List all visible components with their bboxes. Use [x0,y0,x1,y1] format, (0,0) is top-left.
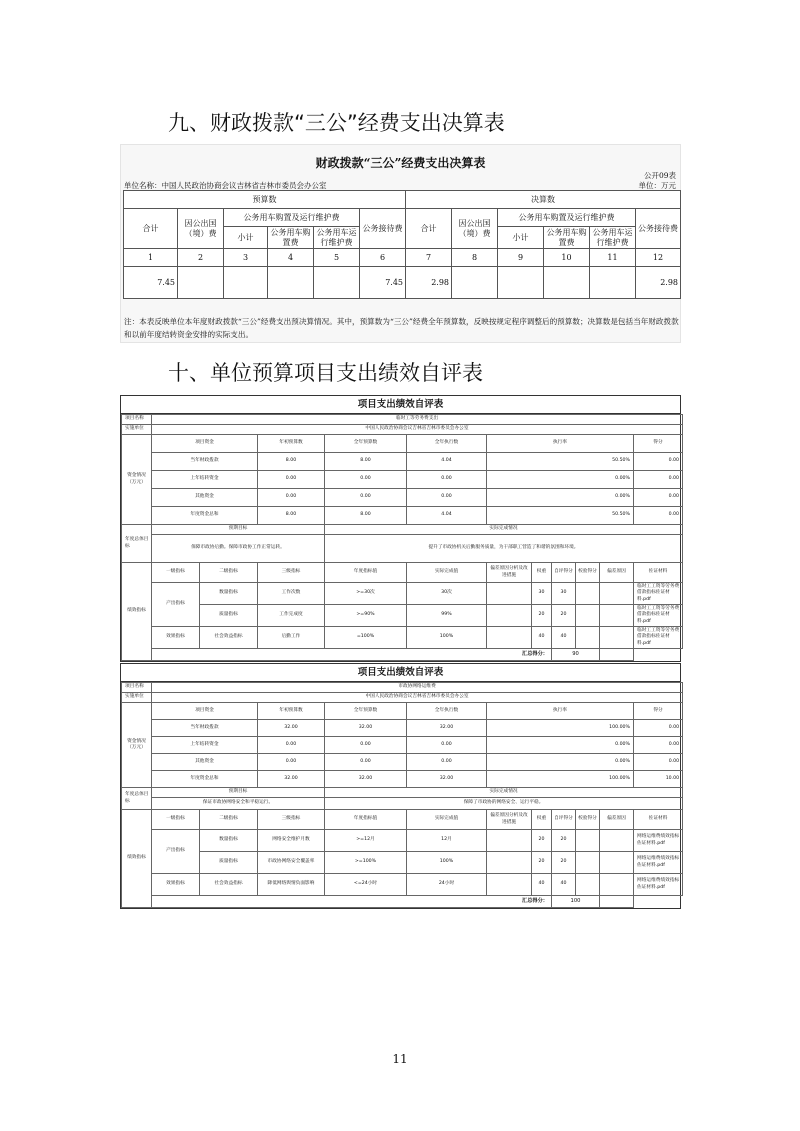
funds-label: 资金情况（万元） [122,703,152,788]
funds-cell: 0.00 [325,489,407,507]
ind-header: 自评得分 [552,563,576,583]
funds-cell: 0.00 [407,737,487,754]
funds-row-label: 年度资金总和 [152,771,258,788]
ind-cell [576,874,600,896]
perf-title: 项目支出绩效自评表 [121,664,680,682]
value-cell [452,267,498,299]
value-cell: 7.45 [124,267,178,299]
funds-label: 资金情况（万元） [122,435,152,525]
ind-cell: 40 [532,627,552,649]
ind-cell: 网络安全维护月数 [258,830,325,852]
funds-cell: 0.00 [325,471,407,489]
col-total: 合计 [406,209,452,249]
funds-cell: 4.04 [407,507,487,525]
value-cell [224,267,268,299]
funds-row-label: 当年财政拨款 [152,453,258,471]
project-name: 市政协网络运维费 [152,683,683,693]
ind-cell: 24小时 [407,874,487,896]
indicators-label: 绩效指标 [122,563,152,661]
col-abroad: 因公出国（境）费 [452,209,498,249]
ind-cell: 数量指标 [200,583,258,605]
funds-cell: 8.00 [325,453,407,471]
ind-cell [600,874,634,896]
funds-cell: 0.00 [258,489,325,507]
funds-cell: 0.00 [634,754,683,771]
funds-header: 年初预算数 [258,435,325,453]
funds-cell: 0.00 [407,754,487,771]
ind-cell: 20 [552,605,576,627]
funds-cell: 100.00% [487,771,634,788]
funds-header: 得分 [634,435,683,453]
ind-header: 实际完成值 [407,563,487,583]
ind-header: 一级指标 [152,563,200,583]
expected-goal: 保证市政协网络安全和平稳运行。 [152,798,325,810]
ind-cell: 30次 [407,583,487,605]
funds-cell: 0.00 [634,720,683,737]
ind-header: 权重 [532,563,552,583]
ind-cell [487,627,532,649]
ind-cell: 社会效益指标 [200,874,258,896]
funds-cell: 0.00 [258,737,325,754]
ind-cell: 40 [532,874,552,896]
ind-cell: 工作次数 [258,583,325,605]
funds-cell: 50.50% [487,453,634,471]
funds-cell: 0.00 [634,737,683,754]
project-name: 临时工等劳务费支出 [152,415,683,425]
ind-cell: >=90% [325,605,407,627]
ind-cell [576,830,600,852]
col-abroad: 因公出国（境）费 [178,209,224,249]
project-name-label: 项目名称 [122,415,152,425]
ind-header: 佐证材料 [634,563,683,583]
ind-header: 偏差原因 [600,563,634,583]
funds-header: 全年预算数 [325,703,407,720]
ind-cell: 数量指标 [200,830,258,852]
actual-goal-header: 实际完成情况 [325,525,683,535]
total-blank [634,896,683,908]
index-cell: 9 [498,249,544,267]
funds-cell: 0.00% [487,489,634,507]
effect-label: 效果指标 [152,627,200,649]
ind-cell: 20 [532,830,552,852]
perf-table-2 [120,663,681,909]
funds-cell: 0.00 [634,489,683,507]
ind-header: 偏差原因分析及改进措施 [487,563,532,583]
unit-value: 中国人民政治协商会议吉林省吉林市委员会办公室 [152,693,683,703]
unit-label: 实施单位 [122,425,152,435]
index-cell: 2 [178,249,224,267]
funds-header: 全年执行数 [407,435,487,453]
col-vehicle-group: 公务用车购置及运行维护费 [498,209,636,227]
ind-cell: 99% [407,605,487,627]
ind-evidence: 网络运维费绩效指标佐证材料.pdf [634,852,683,874]
index-cell: 7 [406,249,452,267]
funds-header: 全年预算数 [325,435,407,453]
funds-cell: 0.00 [634,507,683,525]
ind-cell [600,583,634,605]
funds-cell: 32.00 [325,771,407,788]
indicators-label: 绩效指标 [122,810,152,908]
ind-cell: 质量指标 [200,852,258,874]
ind-header: 二级指标 [200,810,258,830]
index-cell: 6 [360,249,406,267]
value-cell [498,267,544,299]
form-code: 公开09表 [643,171,676,180]
funds-cell: 0.00% [487,471,634,489]
funds-cell: 0.00 [258,754,325,771]
actual-goal: 提升了市政协机关后勤服务质量，为干部职工营造了和谐的氛围和环境。 [325,535,683,563]
ind-cell [600,852,634,874]
ind-header: 校验得分 [576,563,600,583]
ind-header: 偏差原因分析及改进措施 [487,810,532,830]
effect-label: 效果指标 [152,874,200,896]
ind-header: 一级指标 [152,810,200,830]
value-cell [268,267,314,299]
expected-goal-header: 预期目标 [152,525,325,535]
index-cell: 10 [544,249,590,267]
funds-cell: 100.00% [487,720,634,737]
col-vehicle-group: 公务用车购置及运行维护费 [224,209,360,227]
total-score: 90 [552,649,600,661]
ind-cell: <=24小时 [325,874,407,896]
col-vehicle-purchase: 公务用车购置费 [268,227,314,249]
ind-cell: 20 [532,605,552,627]
sangong-table [123,190,681,299]
funds-cell: 0.00% [487,737,634,754]
section9-heading: 九、财政拨款“三公”经费支出决算表 [168,111,505,135]
funds-cell: 0.00 [634,471,683,489]
index-cell: 11 [590,249,636,267]
section10-heading: 十、单位预算项目支出绩效自评表 [168,361,483,385]
funds-header: 年初预算数 [258,703,325,720]
table-note: 注：本表反映单位本年度财政拨款“三公”经费支出预决算情况。其中，预算数为“三公”经费全年预算数，反映按规定程序调整后的预算数；决算数是包括当年财政拨款和以前年度结转资金安排的实际支出。 [124,317,679,339]
unit-label: 实施单位 [122,693,152,703]
funds-cell: 32.00 [258,720,325,737]
funds-header: 项目资金 [152,703,258,720]
ind-header: 年度指标值 [325,810,407,830]
ind-header: 三级指标 [258,563,325,583]
ind-cell: 20 [552,830,576,852]
value-cell [178,267,224,299]
value-cell: 2.98 [406,267,452,299]
ind-cell [576,852,600,874]
sangong-table-title: 财政拨款“三公”经费支出决算表 [315,156,486,170]
unit-label: 单位：万元 [638,181,676,190]
total-blank [600,896,634,908]
ind-cell: 100% [407,627,487,649]
index-cell: 1 [124,249,178,267]
goal-label: 年度总体目标 [122,788,152,810]
ind-cell [487,583,532,605]
output-label: 产出指标 [152,830,200,874]
funds-cell: 32.00 [407,771,487,788]
perf-grid [121,414,683,661]
ind-cell [487,852,532,874]
funds-cell: 8.00 [258,507,325,525]
actual-goal-header: 实际完成情况 [325,788,683,798]
ind-cell: 20 [532,852,552,874]
ind-cell [576,605,600,627]
funds-cell: 0.00 [325,737,407,754]
index-cell: 3 [224,249,268,267]
funds-row-label: 年度资金总和 [152,507,258,525]
col-reception: 公务接待费 [360,209,406,249]
ind-evidence: 临时工工资等劳务费借款指标佐证材料.pdf [634,583,683,605]
goal-label: 年度总体目标 [122,525,152,563]
ind-evidence: 网络运维费绩效指标佐证材料.pdf [634,830,683,852]
index-cell: 4 [268,249,314,267]
funds-header: 项目资金 [152,435,258,453]
ind-cell: 质量指标 [200,605,258,627]
ind-cell: 工作完成度 [258,605,325,627]
unit-name: 单位名称：中国人民政治协商会议吉林省吉林市委员会办公室 [124,181,327,190]
project-name-label: 项目名称 [122,683,152,693]
funds-cell: 0.00 [258,471,325,489]
col-subtotal: 小计 [224,227,268,249]
funds-cell: 8.00 [258,453,325,471]
ind-header: 校验得分 [576,810,600,830]
ind-cell: 30 [552,583,576,605]
ind-header: 年度指标值 [325,563,407,583]
ind-evidence: 临时工工资等劳务费借款指标佐证材料.pdf [634,627,683,649]
value-cell [314,267,360,299]
ind-cell [487,830,532,852]
funds-row-label: 上年结转资金 [152,737,258,754]
index-cell: 12 [636,249,681,267]
funds-cell: 32.00 [325,720,407,737]
sangong-table-image [120,144,681,343]
ind-cell: 100% [407,852,487,874]
actual-goal: 保障了市政协的网络安全、运行平稳。 [325,798,683,810]
value-cell: 2.98 [636,267,681,299]
ind-cell: >=12月 [325,830,407,852]
funds-cell: 0.00 [634,453,683,471]
ind-header: 自评得分 [552,810,576,830]
ind-cell: 40 [552,874,576,896]
total-label: 汇总得分： [152,649,552,661]
funds-row-label: 其他资金 [152,754,258,771]
funds-row-label: 当年财政拨款 [152,720,258,737]
col-total: 合计 [124,209,178,249]
ind-header: 偏差原因 [600,810,634,830]
col-vehicle-operate: 公务用车运行维护费 [314,227,360,249]
col-subtotal: 小计 [498,227,544,249]
ind-header: 权重 [532,810,552,830]
perf-title: 项目支出绩效自评表 [121,396,680,414]
ind-evidence: 临时工工资等劳务费借款指标佐证材料.pdf [634,605,683,627]
ind-cell: 降低网络舆情负面影响 [258,874,325,896]
funds-cell: 10.00 [634,771,683,788]
value-cell: 7.45 [360,267,406,299]
expected-goal: 保障市政协后勤。保障市政协工作正常运转。 [152,535,325,563]
ind-cell: >=30次 [325,583,407,605]
funds-row-label: 其他资金 [152,489,258,507]
ind-cell: 20 [552,852,576,874]
ind-evidence: 网络运维费绩效指标佐证材料.pdf [634,874,683,896]
total-label: 汇总得分： [152,896,552,908]
ind-cell [487,605,532,627]
ind-cell [576,583,600,605]
ind-header: 三级指标 [258,810,325,830]
ind-cell [600,605,634,627]
total-blank [634,649,683,661]
perf-grid [121,682,683,908]
col-vehicle-operate: 公务用车运行维护费 [590,227,636,249]
ind-cell [487,874,532,896]
funds-header: 执行率 [487,703,634,720]
ind-cell [576,627,600,649]
unit-value: 中国人民政治协商会议吉林省吉林市委员会办公室 [152,425,683,435]
ind-header: 实际完成值 [407,810,487,830]
funds-cell: 0.00 [325,754,407,771]
perf-table-1 [120,395,681,662]
funds-header: 全年执行数 [407,703,487,720]
value-cell [590,267,636,299]
total-score: 100 [552,896,600,908]
page-number: 11 [392,1052,408,1066]
ind-cell: 社会效益指标 [200,627,258,649]
ind-cell: 40 [552,627,576,649]
funds-header: 执行率 [487,435,634,453]
funds-row-label: 上年结转资金 [152,471,258,489]
total-blank [600,649,634,661]
funds-header: 得分 [634,703,683,720]
index-cell: 8 [452,249,498,267]
funds-cell: 4.04 [407,453,487,471]
funds-cell: 0.00 [407,471,487,489]
ind-header: 佐证材料 [634,810,683,830]
expected-goal-header: 预期目标 [152,788,325,798]
index-cell: 5 [314,249,360,267]
ind-cell: 后勤工作 [258,627,325,649]
ind-cell: =100% [325,627,407,649]
ind-cell: 12月 [407,830,487,852]
ind-cell [600,830,634,852]
col-reception: 公务接待费 [636,209,681,249]
funds-cell: 32.00 [258,771,325,788]
col-vehicle-purchase: 公务用车购置费 [544,227,590,249]
value-cell [544,267,590,299]
budget-header: 预算数 [124,191,406,209]
ind-cell: >=100% [325,852,407,874]
output-label: 产出指标 [152,583,200,627]
ind-cell: 市政协网络安全覆盖率 [258,852,325,874]
funds-cell: 0.00 [407,489,487,507]
funds-cell: 8.00 [325,507,407,525]
ind-cell [600,627,634,649]
ind-header: 二级指标 [200,563,258,583]
actual-header: 决算数 [406,191,681,209]
funds-cell: 0.00% [487,754,634,771]
funds-cell: 32.00 [407,720,487,737]
funds-cell: 50.50% [487,507,634,525]
ind-cell: 30 [532,583,552,605]
